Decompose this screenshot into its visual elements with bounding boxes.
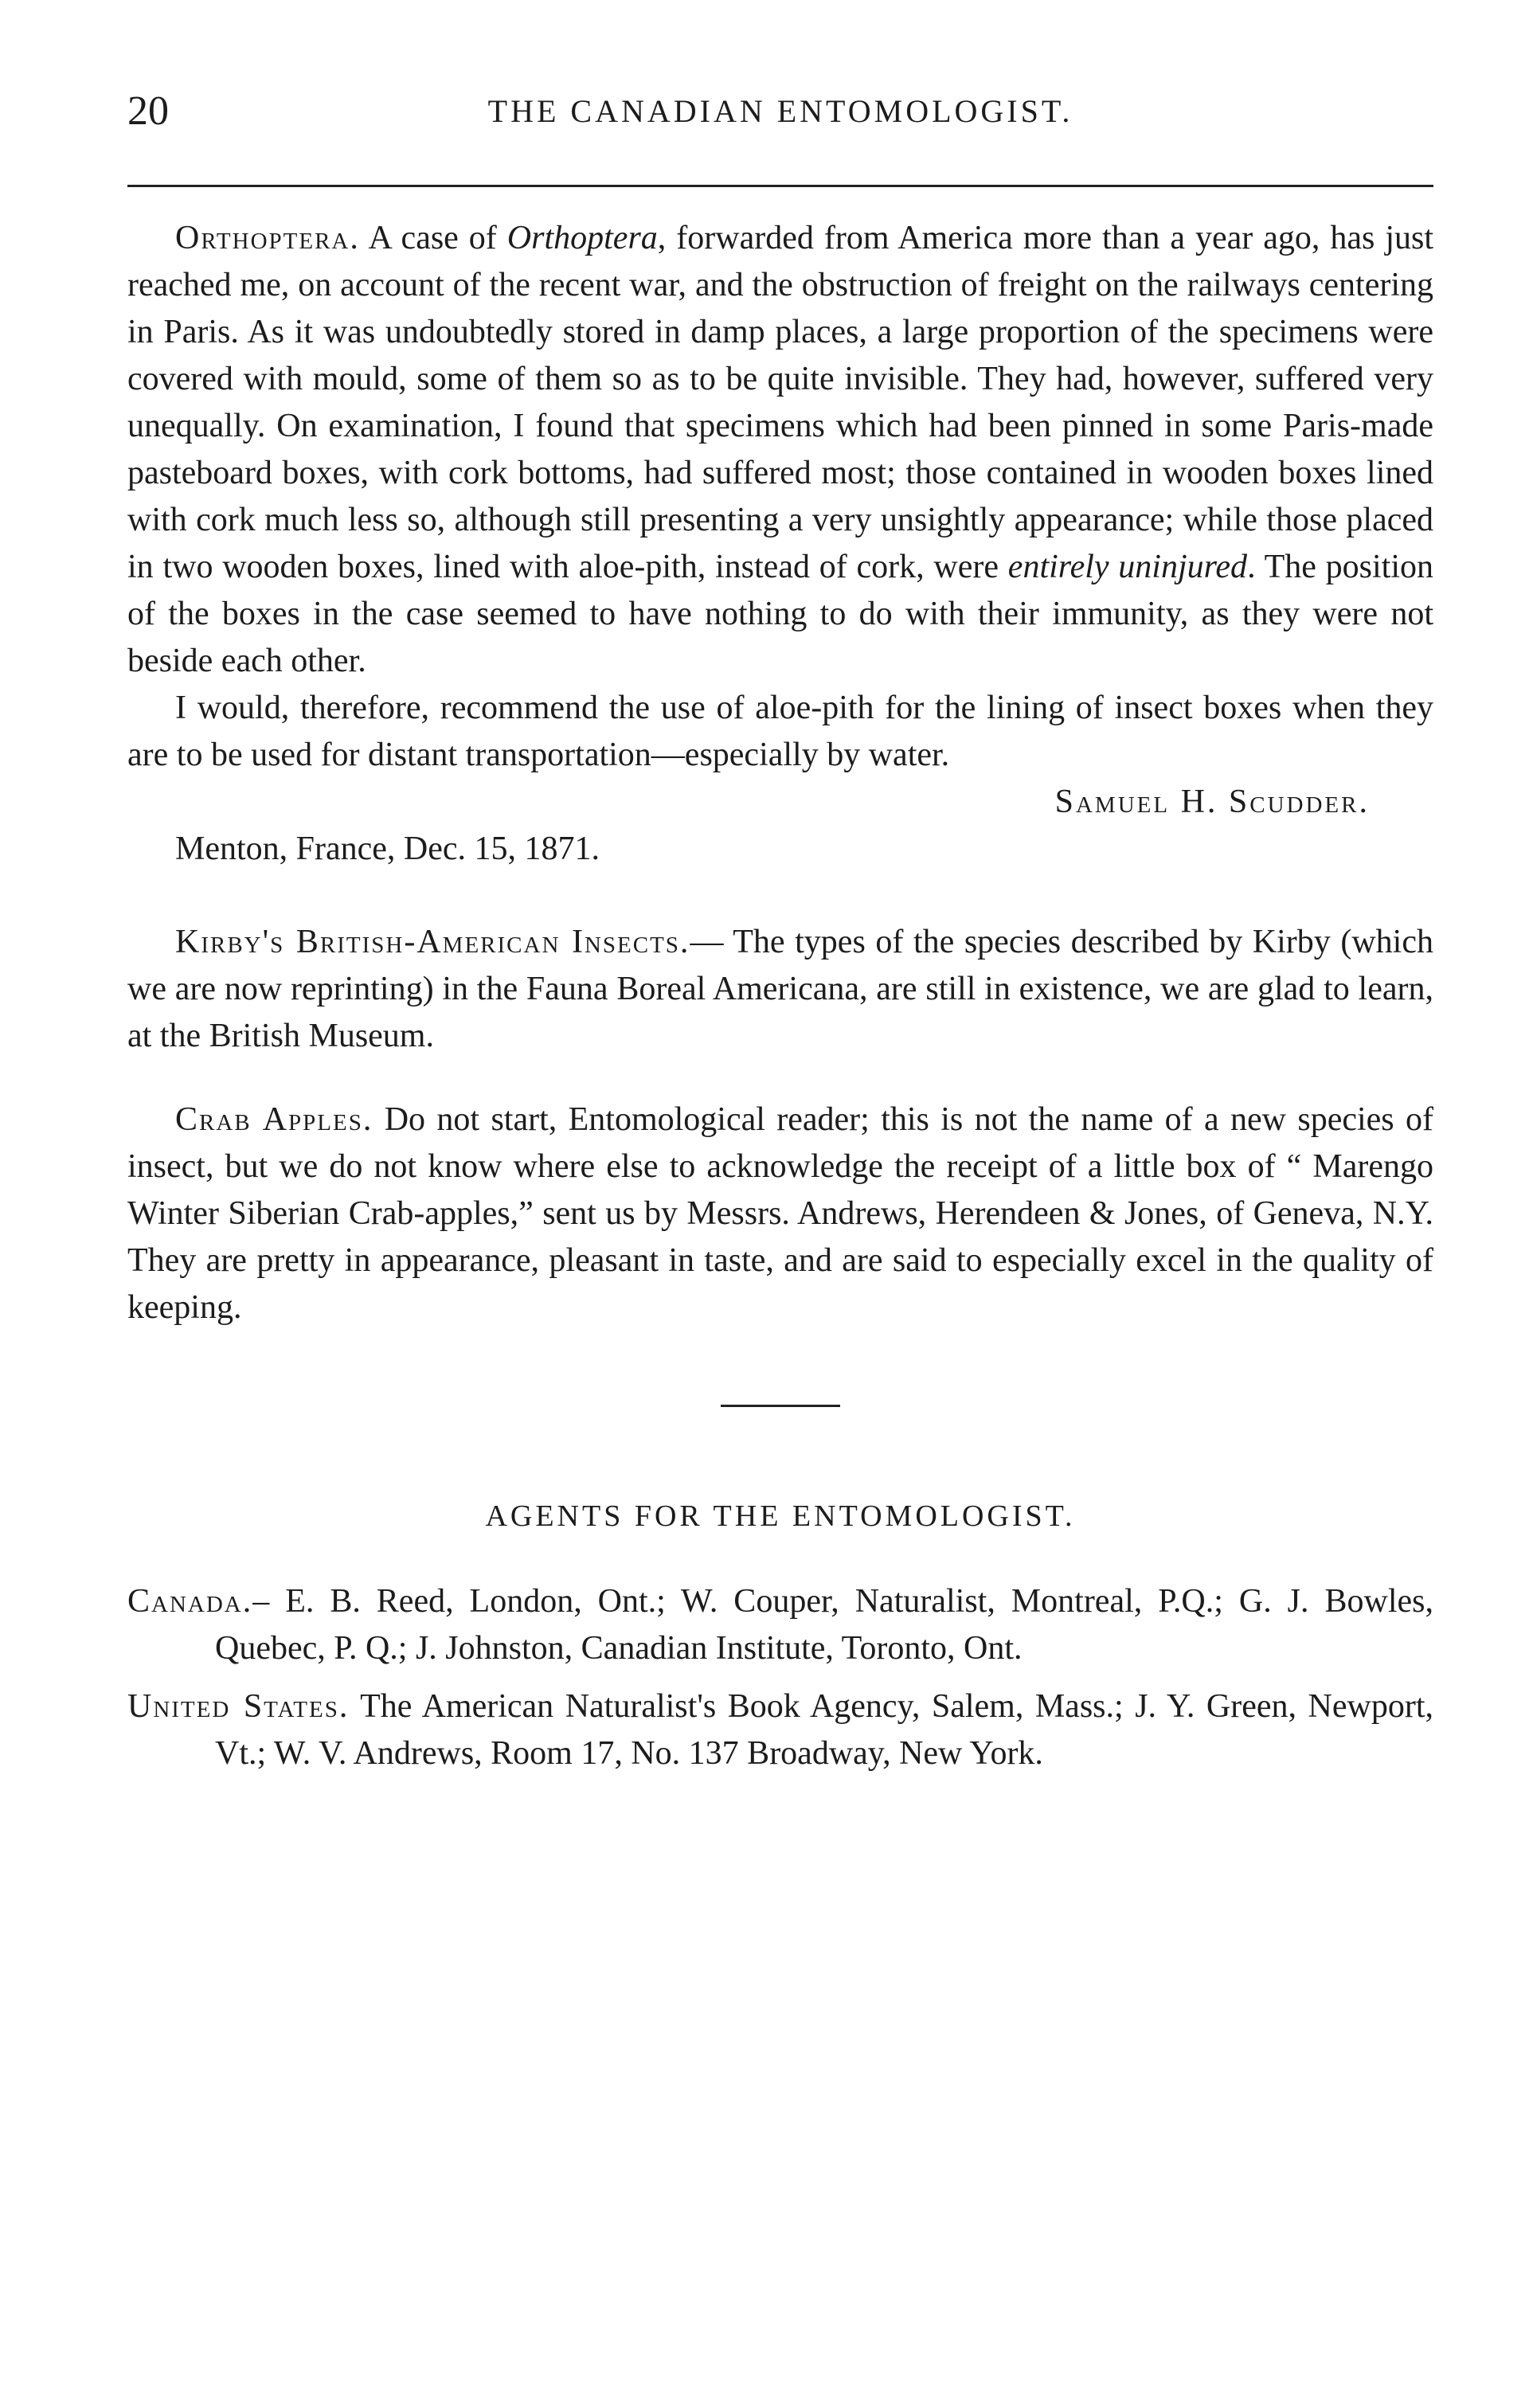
agents-heading: AGENTS FOR THE ENTOMOLOGIST. [485,1499,1076,1533]
page-number: 20 [127,88,169,134]
agents-us-label: United States. [127,1688,350,1725]
kirby-text: — The types of the species described by Kirby (which we are now reprinting) in the Fauna Boreal Americana, are still in existence, we are glad to learn, at the British Museum. [127,924,1433,1054]
agents-united-states [127,1683,1433,1777]
section-divider [721,1405,840,1407]
orthoptera-text-end: . The position of the boxes in the case seemed to have nothing to do with their immunity, as they were not beside each other. [127,549,1434,679]
running-title: THE CANADIAN ENTOMOLOGIST. [487,93,1073,129]
orthoptera-heading: Orthoptera. [175,220,360,256]
orthoptera-text-body: , forwarded from America more than a year ago, has just reached me, on account of the recent war, and the obstruction of freight on the railways centering in Paris. As it was undoubtedly stored in damp places, a large proportion of the specimens were covered with mould, some of them so as to be quite invisible. They had, however, suffered very unequally. On examination, I found that specimens which had been pinned in some Paris-made pasteboard boxes, with cork bottoms, had suffered most; those contained in wooden boxes lined with cork much less so, although still presenting a very unsightly appearance; while those placed in two wooden boxes, lined with aloe-pith, instead of cork, were [127,220,1434,585]
crab-apples-paragraph [127,1096,1433,1331]
header-rule [127,185,1433,187]
author-signature: Samuel H. Scudder. [1054,784,1370,820]
agents-canada-label: Canada. [127,1583,253,1620]
orthoptera-text-intro: A case of [359,220,507,256]
kirby-paragraph [127,919,1433,1060]
agents-us-text: The American Naturalist's Book Agency, Salem, Mass.; J. Y. Green, Newport, Vt.; W. V. Andrews, Room 17, No. 137 Broadway, New York. [215,1688,1433,1772]
agents-canada [127,1578,1433,1672]
dateline: Menton, France, Dec. 15, 1871. [175,831,600,867]
orthoptera-italic-word: Orthoptera [506,220,658,256]
page-header [127,80,1433,143]
orthoptera-recommendation: I would, therefore, recommend the use of aloe-pith for the lining of insect boxes when they are to be used for distant transportation—especially by water. [127,690,1433,773]
kirby-heading: Kirby's British-American Insects. [175,924,690,960]
agents-canada-text: – E. B. Reed, London, Ont.; W. Couper, Naturalist, Montreal, P.Q.; G. J. Bowles, Quebec, P. Q.; J. Johnston, Canadian Institute, Toronto, Ont. [215,1583,1433,1667]
crab-apples-text: Do not start, Entomological reader; this is not the name of a new species of insect, but we do not know where else to acknowledge the receipt of a little box of “ Marengo Winter Siberian Crab-apples,” sent us by Messrs. Andrews, Herendeen & Jones, of Geneva, N.Y. They are pretty in appearance, pleasant in taste, and are said to especially excel in the quality of keeping. [127,1101,1433,1326]
orthoptera-paragraph [127,215,1433,685]
orthoptera-italic-phrase: entirely uninjured [1007,549,1248,585]
signature-row [127,779,1433,826]
page-content [127,215,1433,1777]
crab-apples-heading: Crab Apples. [175,1101,373,1138]
